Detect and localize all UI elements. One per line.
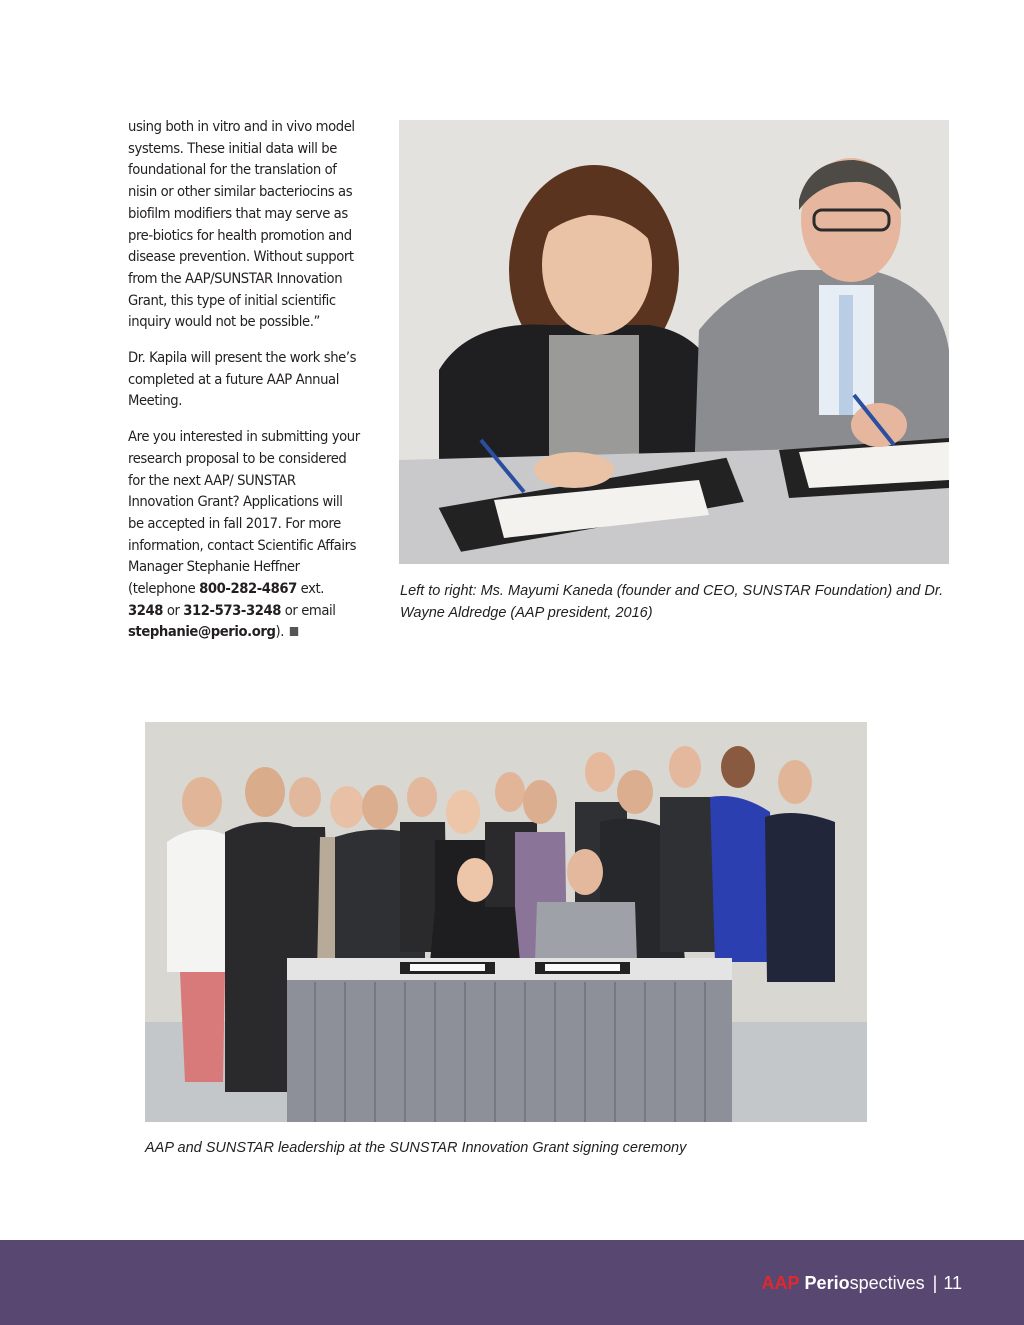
signing-photo-caption: Left to right: Ms. Mayumi Kaneda (founder and CEO, SUNSTAR Foundation) and Dr. Wayne Aldredge (AAP president, 2016) [400, 583, 944, 621]
article-paragraph-3: Are you interested in submitting your research proposal to be considered for the next AAP/ SUNSTAR Innovation Grant? Applications will be accepted in fall 2017. For more information, contact Scientific Affairs Manager Stephanie Heffner (telephone 800-282-4867 ext. 3248 or 312-573-3248 or email stephanie@perio.org). [128, 429, 360, 641]
group-photo [145, 722, 867, 1122]
phone-number-main: 800-282-4867 [199, 581, 297, 598]
brand-perio: Perio [804, 1273, 850, 1293]
end-of-article-mark [290, 627, 298, 636]
article-paragraph-1: using both in vitro and in vivo model systems. These initial data will be foundational for the translation of nisin or other similar bacteriocins as biofilm modifiers that may serve as pre-biotics for health promotion and disease prevention. Without support from the AAP/SUNSTAR Innovation Grant, this type of initial scientific inquiry would not be possible.” [128, 119, 355, 331]
phone-extension: 3248 [128, 602, 164, 619]
contact-email[interactable]: stephanie@perio.org [128, 624, 276, 641]
group-photo-caption: AAP and SUNSTAR leadership at the SUNSTAR Innovation Grant signing ceremony [145, 1140, 687, 1156]
page-number: 11 [943, 1273, 962, 1293]
brand-spectives: spectives [849, 1273, 925, 1293]
article-text-column [128, 117, 361, 658]
article-paragraph-2: Dr. Kapila will present the work she’s completed at a future AAP Annual Meeting. [128, 350, 357, 410]
footer-publication-brand [762, 1273, 962, 1294]
phone-number-alt: 312-573-3248 [183, 602, 281, 619]
signing-photo [399, 120, 949, 564]
footer-separator: | [932, 1273, 938, 1293]
brand-aap: AAP [761, 1273, 800, 1293]
